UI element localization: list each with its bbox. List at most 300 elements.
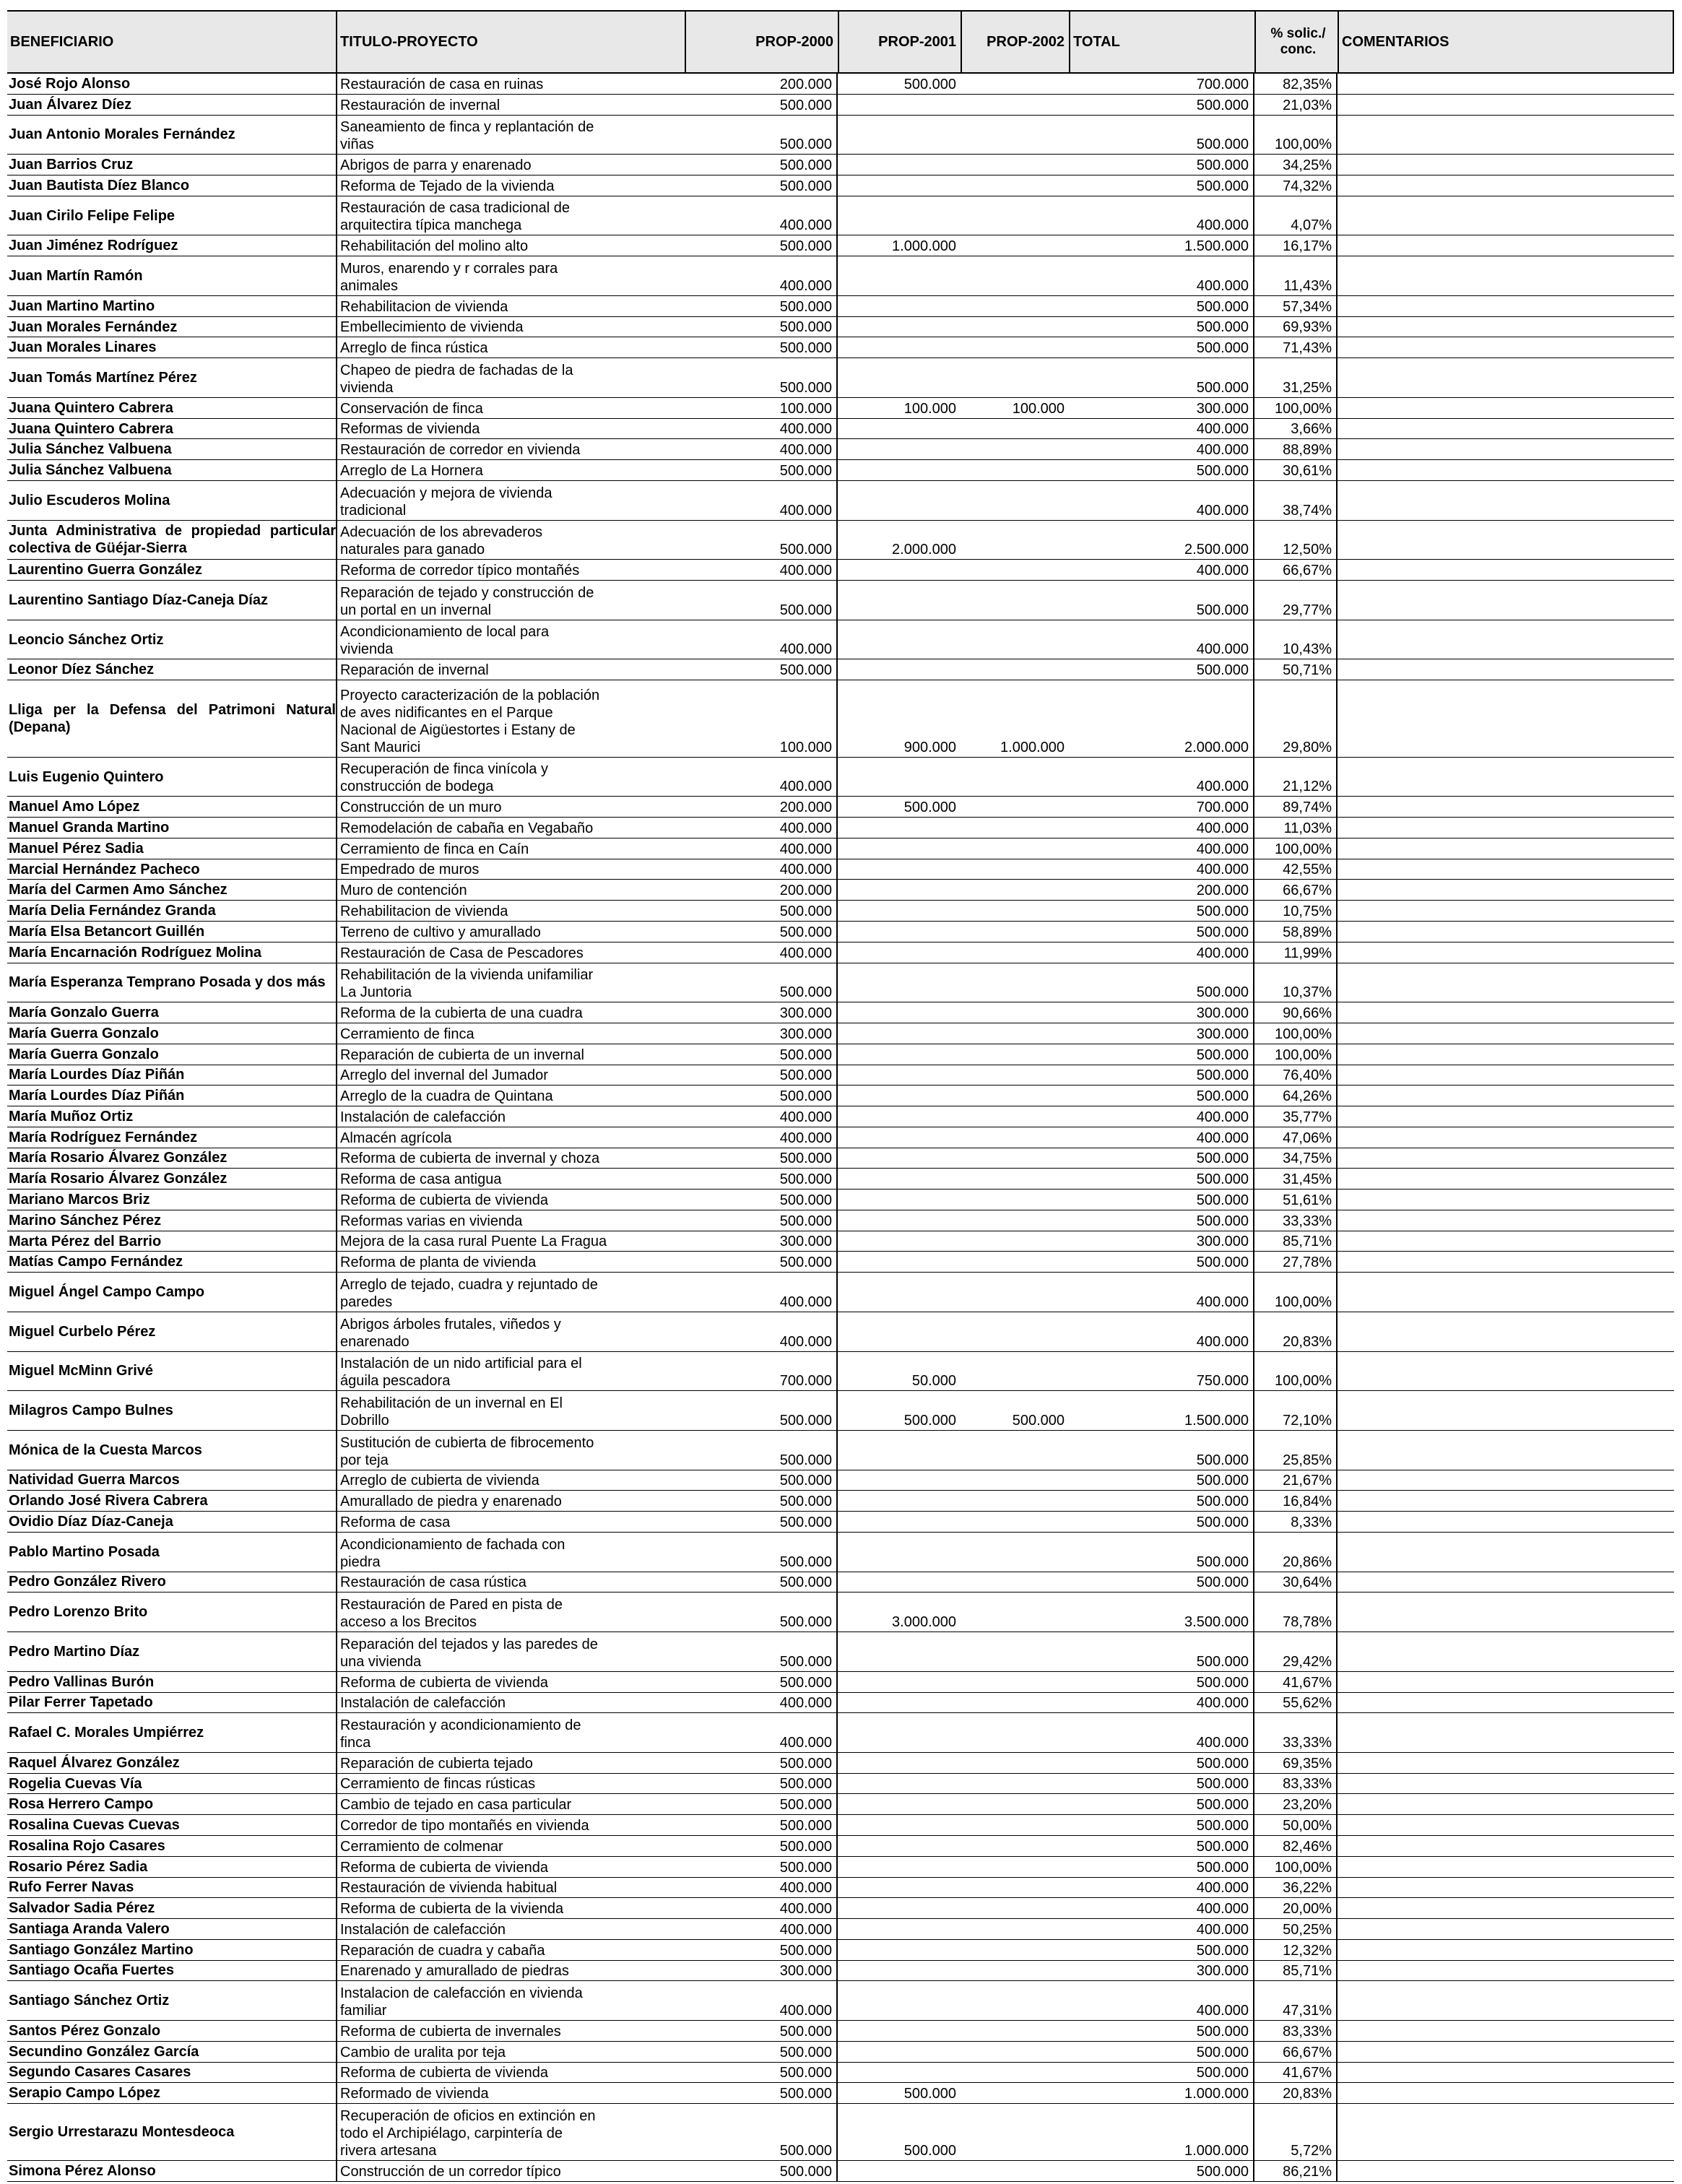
total-cell: 500.000 [1069, 1491, 1254, 1511]
beneficiary-cell: Ovidio Díaz Díaz-Caneja [9, 1514, 173, 1530]
prop-2000-cell: 500.000 [685, 1065, 838, 1086]
prop-2000-cell: 500.000 [685, 1753, 838, 1773]
prop-2001-cell: 2.000.000 [892, 542, 956, 558]
project-title-cell [336, 1273, 685, 1312]
table-row [7, 256, 1674, 296]
prop-2002-cell [961, 1065, 1069, 1086]
comments-cell [1338, 1044, 1674, 1065]
table-row [7, 1981, 1674, 2021]
table-row [7, 620, 1674, 660]
percentage-cell: 66,67% [1254, 2042, 1338, 2062]
prop-2000-cell: 400.000 [685, 818, 838, 838]
comments-cell [1338, 1231, 1674, 1252]
comments-cell [1338, 1836, 1674, 1856]
table-row [7, 1231, 1674, 1252]
prop-2001-cell [838, 1023, 961, 1044]
project-title-line: Restauración de Casa de Pescadores [340, 945, 584, 961]
percentage-cell: 12,32% [1254, 1940, 1338, 1960]
prop-2000-cell: 500.000 [685, 155, 838, 175]
table-row [7, 1533, 1674, 1572]
project-title-cell [336, 659, 685, 680]
project-title-line: La Juntoria [340, 984, 412, 1001]
table-row [7, 1470, 1674, 1491]
prop-2001-cell [838, 1210, 961, 1231]
total-cell: 500.000 [1069, 1940, 1254, 1960]
percentage-cell: 30,64% [1254, 1572, 1338, 1592]
prop-2002-cell [961, 1470, 1069, 1491]
beneficiary-cell: Mónica de la Cuesta Marcos [9, 1442, 202, 1458]
total-cell: 400.000 [1069, 838, 1254, 859]
prop-2000-cell: 500.000 [685, 1169, 838, 1189]
prop-2001-cell [838, 1857, 961, 1877]
project-title-cell [336, 560, 685, 580]
table-row [7, 1106, 1674, 1127]
percentage-cell: 29,80% [1254, 680, 1338, 757]
total-cell: 400.000 [1069, 942, 1254, 963]
percentage-cell: 50,71% [1254, 659, 1338, 680]
prop-2001-cell [838, 1169, 961, 1189]
table-row [7, 1919, 1674, 1940]
percentage-cell: 3,66% [1254, 419, 1338, 439]
prop-2001-cell [838, 1431, 961, 1470]
total-cell: 3.500.000 [1069, 1592, 1254, 1632]
project-title-line: una vivienda [340, 1653, 422, 1670]
project-title-line: por teja [340, 1452, 389, 1468]
total-cell: 400.000 [1069, 1127, 1254, 1148]
prop-2001-cell [838, 838, 961, 859]
project-title-line: Saneamiento de finca y replantación de [340, 119, 594, 136]
project-title-line: enarenado [340, 1333, 409, 1350]
project-title-cell [336, 1252, 685, 1272]
beneficiary-cell: María Lourdes Díaz Piñán [9, 1067, 185, 1083]
beneficiary-cell: Mariano Marcos Briz [9, 1191, 150, 1208]
prop-2000-cell: 500.000 [685, 95, 838, 115]
prop-2002-cell [961, 838, 1069, 859]
project-title-line: Dobrillo [340, 1412, 389, 1429]
prop-2001-cell [838, 758, 961, 797]
project-title-line: Reforma de casa [340, 1514, 451, 1530]
project-title-line: Conservación de finca [340, 400, 483, 417]
project-title-cell [336, 901, 685, 921]
total-cell: 500.000 [1069, 1774, 1254, 1794]
prop-2002-cell [961, 1086, 1069, 1106]
table-row [7, 1857, 1674, 1878]
beneficiary-cell: Juan Morales Linares [9, 339, 157, 356]
prop-2002-cell [961, 1512, 1069, 1532]
project-title-cell [336, 2083, 685, 2103]
project-title-cell [336, 680, 685, 757]
percentage-cell: 41,67% [1254, 2063, 1338, 2083]
project-title-line: Reforma de casa antigua [340, 1171, 502, 1188]
total-cell: 500.000 [1069, 2021, 1254, 2041]
project-title-cell [336, 1898, 685, 1918]
header-comentarios: COMENTARIOS [1338, 12, 1674, 72]
table-row [7, 901, 1674, 922]
table-row [7, 1148, 1674, 1169]
project-title-cell [336, 358, 685, 397]
project-title-cell [336, 439, 685, 459]
prop-2002-cell [961, 460, 1069, 480]
beneficiary-cell: Marino Sánchez Pérez [9, 1212, 162, 1228]
prop-2000-cell: 500.000 [685, 581, 838, 620]
comments-cell [1338, 581, 1674, 620]
prop-2000-cell: 500.000 [685, 116, 838, 155]
prop-2002-cell [961, 963, 1069, 1002]
project-title-line: Reparación de cubierta tejado [340, 1755, 533, 1772]
prop-2000-cell: 500.000 [685, 1391, 838, 1430]
prop-2000-cell: 400.000 [685, 859, 838, 880]
percentage-cell: 90,66% [1254, 1002, 1338, 1023]
project-title-line: Restauración de vivienda habitual [340, 1880, 558, 1897]
total-cell: 400.000 [1069, 196, 1254, 235]
project-title-cell [336, 1086, 685, 1106]
total-cell: 500.000 [1069, 1857, 1254, 1877]
percentage-cell: 11,43% [1254, 256, 1338, 295]
percentage-cell: 69,35% [1254, 1753, 1338, 1773]
total-cell: 200.000 [1069, 880, 1254, 900]
comments-cell [1338, 1470, 1674, 1491]
table-row [7, 1065, 1674, 1086]
prop-2001-cell [838, 859, 961, 880]
project-title-line: naturales para ganado [340, 542, 485, 558]
percentage-cell: 21,03% [1254, 95, 1338, 115]
project-title-cell [336, 1632, 685, 1671]
comments-cell [1338, 620, 1674, 659]
prop-2000-cell: 500.000 [685, 317, 838, 337]
project-title-line: Restauración de corredor en vivienda [340, 442, 581, 459]
prop-2001-cell [838, 95, 961, 115]
project-title-cell [336, 521, 685, 560]
table-row [7, 2104, 1674, 2161]
prop-2000-cell: 500.000 [685, 2161, 838, 2181]
table-row [7, 176, 1674, 196]
total-cell: 700.000 [1069, 797, 1254, 817]
comments-cell [1338, 1391, 1674, 1430]
project-title-line: Almacén agrícola [340, 1130, 452, 1146]
percentage-cell: 8,33% [1254, 1512, 1338, 1532]
table-row [7, 1023, 1674, 1044]
prop-2000-cell: 500.000 [685, 1086, 838, 1106]
comments-cell [1338, 838, 1674, 859]
project-title-cell [336, 942, 685, 963]
percentage-cell: 11,99% [1254, 942, 1338, 963]
percentage-cell: 34,75% [1254, 1148, 1338, 1169]
prop-2002-cell [961, 1148, 1069, 1169]
prop-2002-cell [961, 1753, 1069, 1773]
beneficiary-cell: María Guerra Gonzalo [9, 1046, 159, 1062]
comments-cell [1338, 95, 1674, 115]
project-title-line: acceso a los Brecitos [340, 1614, 477, 1631]
comments-cell [1338, 337, 1674, 358]
project-title-cell [336, 1065, 685, 1086]
prop-2001-cell [838, 176, 961, 196]
table-row [7, 358, 1674, 398]
table-row [7, 398, 1674, 419]
prop-2000-cell: 500.000 [685, 2104, 838, 2160]
project-title-line: Arreglo de la cuadra de Quintana [340, 1088, 553, 1105]
beneficiary-cell: Juana Quintero Cabrera [9, 420, 173, 437]
project-title-line: de aves nidificantes en el Parque [340, 704, 553, 721]
project-title-cell [336, 1815, 685, 1835]
project-title-cell [336, 1127, 685, 1148]
comments-cell [1338, 256, 1674, 295]
project-title-line: tradicional [340, 502, 407, 519]
percentage-cell: 33,33% [1254, 1713, 1338, 1752]
project-title-line: Restauración de Pared en pista de [340, 1597, 563, 1613]
prop-2002-cell [961, 439, 1069, 459]
project-title-cell [336, 963, 685, 1002]
comments-cell [1338, 2021, 1674, 2041]
prop-2001-cell [838, 358, 961, 397]
prop-2001-cell [838, 337, 961, 358]
prop-2000-cell: 500.000 [685, 1533, 838, 1572]
project-title-line: águila pescadora [340, 1373, 451, 1390]
prop-2000-cell: 300.000 [685, 1023, 838, 1044]
comments-cell [1338, 1491, 1674, 1511]
total-cell: 500.000 [1069, 1512, 1254, 1532]
total-cell: 500.000 [1069, 1753, 1254, 1773]
comments-cell [1338, 1065, 1674, 1086]
beneficiary-cell: María Esperanza Temprano Posada y dos más [9, 974, 326, 991]
project-title-line: Sustitución de cubierta de fibrocemento [340, 1434, 594, 1451]
prop-2002-cell [961, 942, 1069, 963]
total-cell: 500.000 [1069, 922, 1254, 942]
comments-cell [1338, 2161, 1674, 2181]
prop-2000-cell: 500.000 [685, 1794, 838, 1814]
project-title-cell [336, 74, 685, 94]
percentage-cell: 72,10% [1254, 1391, 1338, 1430]
total-cell: 500.000 [1069, 1815, 1254, 1835]
prop-2002-cell [961, 317, 1069, 337]
total-cell: 400.000 [1069, 481, 1254, 520]
project-title-line: Reformas de vivienda [340, 421, 480, 438]
table-row [7, 838, 1674, 859]
prop-2000-cell: 500.000 [685, 901, 838, 921]
prop-2000-cell: 400.000 [685, 419, 838, 439]
percentage-cell: 82,46% [1254, 1836, 1338, 1856]
beneficiary-cell: Manuel Granda Martino [9, 820, 170, 836]
prop-2000-cell: 500.000 [685, 2042, 838, 2062]
project-title-cell [336, 1693, 685, 1713]
comments-cell [1338, 398, 1674, 418]
prop-2001-cell: 500.000 [903, 76, 956, 92]
prop-2000-cell: 400.000 [685, 1878, 838, 1898]
prop-2000-cell: 400.000 [685, 439, 838, 459]
project-title-line: Reparación de cubierta de un invernal [340, 1046, 584, 1063]
comments-cell [1338, 1898, 1674, 1918]
prop-2002-cell [961, 1023, 1069, 1044]
total-cell: 500.000 [1069, 1836, 1254, 1856]
project-title-line: Embellecimiento de vivienda [340, 319, 524, 336]
prop-2001-cell [838, 439, 961, 459]
comments-cell [1338, 560, 1674, 580]
prop-2002-cell [961, 758, 1069, 797]
comments-cell [1338, 2063, 1674, 2083]
prop-2002-cell [961, 2161, 1069, 2181]
comments-cell [1338, 1572, 1674, 1592]
total-cell: 500.000 [1069, 1169, 1254, 1189]
project-title-line: Reforma de planta de vivienda [340, 1254, 537, 1271]
prop-2000-cell: 400.000 [685, 1312, 838, 1351]
prop-2001-cell [838, 880, 961, 900]
prop-2002-cell: 1.000.000 [1000, 739, 1065, 755]
table-row [7, 942, 1674, 963]
percentage-cell: 5,72% [1254, 2104, 1338, 2160]
beneficiary-cell: Salvador Sadia Pérez [9, 1900, 155, 1917]
comments-cell [1338, 1815, 1674, 1835]
comments-cell [1338, 797, 1674, 817]
prop-2000-cell: 500.000 [685, 2083, 838, 2103]
total-cell: 500.000 [1069, 1572, 1254, 1592]
table-row [7, 560, 1674, 581]
beneficiary-cell: Juan Barrios Cruz [9, 157, 134, 173]
prop-2000-cell: 100.000 [685, 398, 838, 418]
table-row [7, 1753, 1674, 1774]
project-title-line: Recuperación de finca vinícola y [340, 761, 548, 778]
project-title-cell [336, 1231, 685, 1252]
beneficiary-cell: Rogelia Cuevas Vía [9, 1775, 142, 1792]
total-cell: 500.000 [1069, 1065, 1254, 1086]
prop-2001-cell [838, 1693, 961, 1713]
beneficiary-cell: María Muñoz Ortiz [9, 1108, 134, 1124]
percentage-cell: 100,00% [1254, 1023, 1338, 1044]
project-title-cell [336, 296, 685, 316]
prop-2001-cell [838, 1044, 961, 1065]
beneficiary-cell: Luis Eugenio Quintero [9, 768, 164, 785]
prop-2002-cell [961, 358, 1069, 397]
prop-2000-cell: 400.000 [685, 1106, 838, 1127]
total-cell: 300.000 [1069, 1231, 1254, 1252]
table-body [7, 74, 1674, 2182]
table-row [7, 95, 1674, 116]
project-title-cell [336, 1533, 685, 1572]
total-cell: 500.000 [1069, 1632, 1254, 1671]
comments-cell [1338, 1981, 1674, 2020]
beneficiary-cell: Rosalina Rojo Casares [9, 1837, 165, 1854]
beneficiary-cell: Julio Escuderos Molina [9, 492, 170, 508]
project-title-line: Arreglo de tejado, cuadra y rejuntado de [340, 1276, 598, 1293]
prop-2001-cell [838, 419, 961, 439]
project-title-line: Sant Maurici [340, 739, 421, 755]
prop-2000-cell: 300.000 [685, 1961, 838, 1981]
total-cell: 500.000 [1069, 1148, 1254, 1169]
project-title-cell [336, 2021, 685, 2041]
percentage-cell: 12,50% [1254, 521, 1338, 560]
beneficiary-cell: Secundino González García [9, 2043, 199, 2060]
project-title-cell [336, 1919, 685, 1939]
prop-2002-cell [961, 1713, 1069, 1752]
beneficiary-cell: Serapio Campo López [9, 2085, 161, 2102]
table-row [7, 818, 1674, 838]
percentage-cell: 51,61% [1254, 1190, 1338, 1210]
project-title-line: Reformas varias en vivienda [340, 1213, 523, 1229]
prop-2002-cell [961, 1127, 1069, 1148]
project-title-line: piedra [340, 1554, 381, 1570]
percentage-cell: 34,25% [1254, 155, 1338, 175]
prop-2002-cell [961, 1210, 1069, 1231]
percentage-cell: 100,00% [1254, 398, 1338, 418]
table-row [7, 797, 1674, 818]
project-title-cell [336, 2042, 685, 2062]
beneficiary-cell: Juan Antonio Morales Fernández [9, 126, 235, 143]
prop-2002-cell [961, 1352, 1069, 1391]
beneficiary-cell: Pedro González Rivero [9, 1574, 166, 1590]
beneficiary-cell: María Encarnación Rodríguez Molina [9, 944, 262, 961]
table-row [7, 419, 1674, 440]
header-prop2000: PROP-2000 [685, 12, 838, 72]
project-title-cell [336, 1753, 685, 1773]
table-row [7, 235, 1674, 256]
project-title-cell [336, 1002, 685, 1023]
project-title-cell [336, 1713, 685, 1752]
beneficiary-cell: Juan Cirilo Felipe Felipe [9, 207, 175, 224]
beneficiary-cell: María Lourdes Díaz Piñán [9, 1088, 185, 1104]
project-title-cell [336, 620, 685, 659]
project-title-cell [336, 337, 685, 358]
beneficiary-cell: Juan Martín Ramón [9, 268, 143, 285]
prop-2000-cell: 500.000 [685, 1491, 838, 1511]
beneficiary-cell: Sergio Urrestarazu Montesdeoca [9, 2124, 235, 2141]
prop-2000-cell: 400.000 [685, 1273, 838, 1312]
total-cell: 400.000 [1069, 758, 1254, 797]
percentage-cell: 100,00% [1254, 1044, 1338, 1065]
project-title-cell [336, 1572, 685, 1592]
table-row [7, 439, 1674, 460]
project-title-cell [336, 176, 685, 196]
beneficiary-cell: Juan Álvarez Díez [9, 96, 132, 113]
table-row [7, 2063, 1674, 2084]
project-title-line: paredes [340, 1294, 393, 1310]
project-title-line: Reforma de cubierta de invernal y choza [340, 1150, 600, 1167]
prop-2001-cell [838, 1127, 961, 1148]
project-title-line: Remodelación de cabaña en Vegabaño [340, 820, 594, 836]
prop-2001-cell: 900.000 [903, 739, 956, 755]
project-title-line: Terreno de cultivo y amurallado [340, 924, 541, 940]
project-title-line: vivienda [340, 379, 394, 396]
prop-2002-cell [961, 901, 1069, 921]
prop-2000-cell: 500.000 [685, 1470, 838, 1491]
total-cell: 300.000 [1069, 1002, 1254, 1023]
percentage-cell: 78,78% [1254, 1592, 1338, 1632]
project-title-line: Amurallado de piedra y enarenado [340, 1494, 562, 1510]
project-title-line: Adecuación y mejora de vivienda [340, 485, 552, 501]
prop-2002-cell [961, 859, 1069, 880]
prop-2000-cell: 400.000 [685, 1713, 838, 1752]
prop-2002-cell [961, 1857, 1069, 1877]
prop-2000-cell: 500.000 [685, 2021, 838, 2041]
comments-cell [1338, 74, 1674, 94]
table-row [7, 1632, 1674, 1672]
percentage-cell: 16,84% [1254, 1491, 1338, 1511]
prop-2001-cell [838, 560, 961, 580]
beneficiary-cell: María Elsa Betancort Guillén [9, 923, 205, 940]
beneficiary-cell: Juan Tomás Martínez Pérez [9, 370, 197, 386]
total-cell: 300.000 [1069, 398, 1254, 418]
percentage-cell: 86,21% [1254, 2161, 1338, 2181]
table-row [7, 1252, 1674, 1273]
project-title-line: Chapeo de piedra de fachadas de la [340, 362, 573, 378]
percentage-cell: 100,00% [1254, 1857, 1338, 1877]
project-title-line: Restauración de casa tradicional de [340, 200, 570, 217]
comments-cell [1338, 1672, 1674, 1692]
beneficiary-cell: Leonor Díez Sánchez [9, 662, 155, 678]
project-title-line: Mejora de la casa rural Puente La Fragua [340, 1234, 607, 1250]
comments-cell [1338, 1023, 1674, 1044]
percentage-cell: 74,32% [1254, 176, 1338, 196]
total-cell: 500.000 [1069, 1533, 1254, 1572]
project-title-cell [336, 1169, 685, 1189]
prop-2002-cell [961, 481, 1069, 520]
